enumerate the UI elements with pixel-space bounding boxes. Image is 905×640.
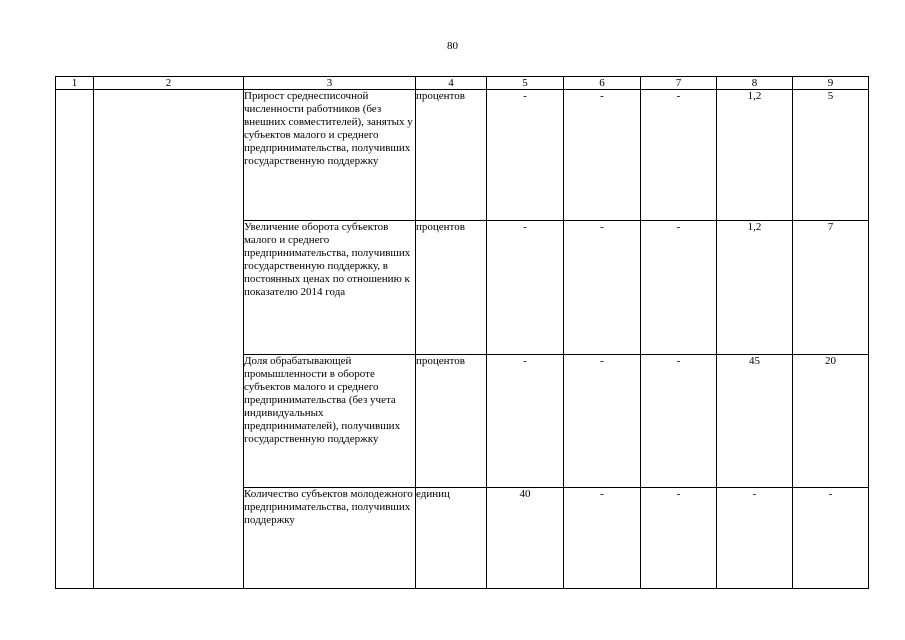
indicators-table: [55, 76, 869, 589]
column-header-1: 1: [56, 77, 94, 90]
value-cell-col9: 5: [793, 90, 869, 221]
unit-cell: процентов: [416, 355, 487, 488]
column-header-2: 2: [94, 77, 244, 90]
value-cell-col8: 1,2: [717, 90, 793, 221]
value-cell-col8: -: [717, 488, 793, 589]
value-cell-col7: -: [641, 488, 717, 589]
column-header-5: 5: [487, 77, 564, 90]
value-cell-col9: 20: [793, 355, 869, 488]
value-cell-col5: -: [487, 355, 564, 488]
table-row: [56, 90, 869, 221]
value-cell-col7: -: [641, 90, 717, 221]
value-cell-col5: -: [487, 221, 564, 355]
value-cell-col6: -: [564, 90, 641, 221]
column-header-8: 8: [717, 77, 793, 90]
unit-cell: процентов: [416, 221, 487, 355]
value-cell-col5: 40: [487, 488, 564, 589]
indicator-cell: Доля обрабатывающей промышленности в обороте субъектов малого и среднего предпринимательства (без учета индивидуальных предпринимателей), получивших государственную поддержку: [244, 355, 416, 488]
page-number: 80: [447, 40, 458, 52]
value-cell-col6: -: [564, 221, 641, 355]
value-cell-col7: -: [641, 221, 717, 355]
column-2-merged-cell: [94, 90, 244, 589]
unit-cell: процентов: [416, 90, 487, 221]
indicator-cell: Увеличение оборота субъектов малого и среднего предпринимательства, получивших государственную поддержку, в постоянных ценах по отношению к показателю 2014 года: [244, 221, 416, 355]
column-header-4: 4: [416, 77, 487, 90]
value-cell-col9: 7: [793, 221, 869, 355]
column-header-9: 9: [793, 77, 869, 90]
value-cell-col9: -: [793, 488, 869, 589]
column-header-7: 7: [641, 77, 717, 90]
column-header-6: 6: [564, 77, 641, 90]
value-cell-col6: -: [564, 488, 641, 589]
value-cell-col8: 1,2: [717, 221, 793, 355]
value-cell-col8: 45: [717, 355, 793, 488]
indicator-cell: Прирост среднесписочной численности работников (без внешних совместителей), занятых у субъектов малого и среднего предпринимательства, получивших государственную поддержку: [244, 90, 416, 221]
value-cell-col6: -: [564, 355, 641, 488]
column-1-merged-cell: [56, 90, 94, 589]
column-header-3: 3: [244, 77, 416, 90]
header-row: [56, 77, 869, 90]
value-cell-col5: -: [487, 90, 564, 221]
value-cell-col7: -: [641, 355, 717, 488]
unit-cell: единиц: [416, 488, 487, 589]
indicator-cell: Количество субъектов молодежного предпринимательства, получивших поддержку: [244, 488, 416, 589]
